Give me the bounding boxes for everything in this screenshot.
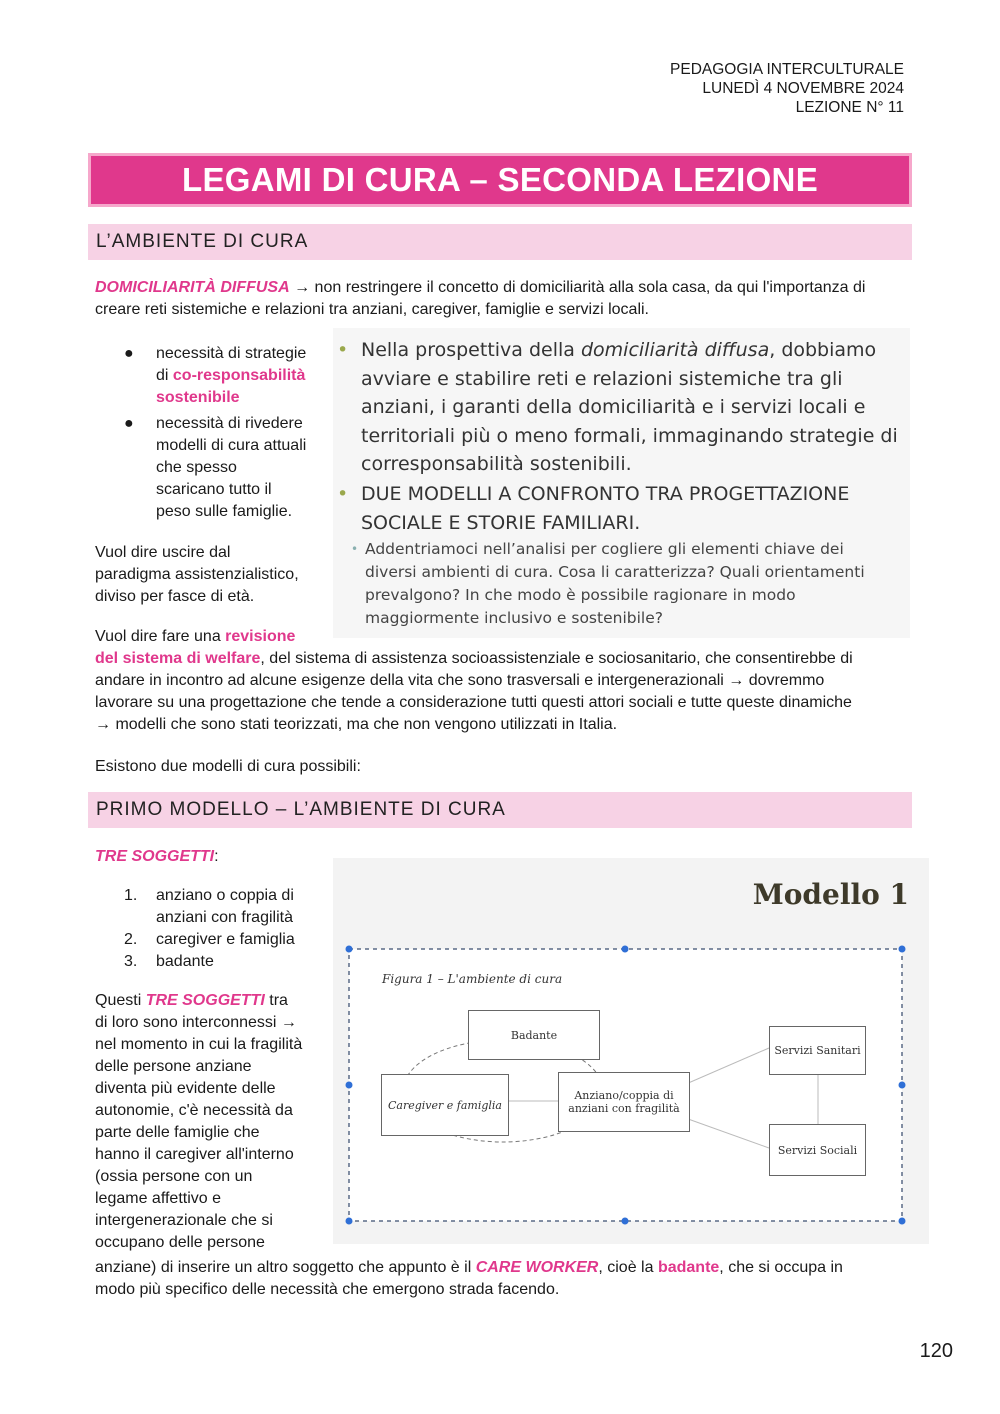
- text-line: lavorare su una progettazione che tende a considerazione tutti questi attori sociali e tutte queste dinamiche: [95, 694, 852, 711]
- document-header: [670, 60, 904, 117]
- term-sostenibile: sostenibile: [156, 389, 240, 406]
- node-badante: Badante: [468, 1010, 600, 1060]
- page-number: 120: [919, 1340, 953, 1362]
- slide-text: , dobbiamo: [769, 339, 877, 361]
- intro-text: → non restringere il concetto di domiciliarità alla sola casa, da qui l'importanza di: [289, 279, 866, 296]
- node-servizi-sociali: Servizi Sociali: [769, 1124, 866, 1176]
- text-line: , che si occupa in: [719, 1259, 843, 1276]
- bullet-line: che spesso: [156, 459, 237, 476]
- term-badante: badante: [657, 1259, 720, 1276]
- bullet-line: scaricano tutto il: [156, 481, 272, 498]
- list-text: anziano o coppia di: [156, 887, 294, 904]
- slide-text: avviare e stabilire reti e relazioni sistemiche tra gli: [361, 367, 843, 390]
- term-domiciliarita: DOMICILIARITÀ DIFFUSA: [95, 279, 290, 296]
- course-name: PEDAGOGIA INTERCULTURALE: [670, 61, 904, 78]
- section-heading-primo-modello: [88, 792, 912, 828]
- slide-bullet-dot: •: [337, 339, 349, 361]
- figure-caption: Figura 1 – L'ambiente di cura: [382, 972, 563, 986]
- text-line: autonomie, c'è necessità da: [95, 1102, 293, 1119]
- slide-text: diversi ambienti di cura. Cosa li caratterizza? Quali orientamenti: [365, 563, 865, 581]
- slide-text: Addentriamoci nell’analisi per cogliere gli elementi chiave dei: [365, 540, 844, 558]
- list-number: 3.: [124, 953, 138, 970]
- slide-text: DUE MODELLI A CONFRONTO TRA PROGETTAZIONE: [361, 483, 850, 505]
- list-item: [120, 343, 320, 409]
- section-heading-ambiente: [88, 224, 912, 260]
- list-item: [120, 413, 320, 523]
- text-line: parte delle famiglie che: [95, 1124, 260, 1141]
- list-text: anziani con fragilità: [156, 909, 293, 926]
- bullet-line: peso sulle famiglie.: [156, 503, 293, 520]
- text-line: hanno il caregiver all'interno: [95, 1146, 294, 1163]
- text-line: , del sistema di assistenza socioassistenziale e sociosanitario, che consentirebbe di: [260, 650, 853, 667]
- text-line: → modelli che sono stati teorizzati, ma che non vengono utilizzati in Italia.: [95, 716, 618, 733]
- paragraph-soggetti: [95, 990, 325, 1254]
- slide-text: territoriali più o meno formali, immaginando strategie di: [361, 424, 898, 447]
- intro-text-2: creare reti sistemiche e relazioni tra anziani, caregiver, famiglie e servizi locali.: [95, 301, 649, 318]
- text-line: , cioè la: [598, 1259, 658, 1276]
- slide-image: [333, 328, 910, 638]
- bullet-dot: ●: [124, 345, 134, 362]
- list-number: 1.: [124, 887, 138, 904]
- term-care-worker: CARE WORKER: [475, 1259, 599, 1276]
- text-line: anziane) di inserire un altro soggetto che appunto è il: [95, 1259, 476, 1276]
- page-title: LEGAMI DI CURA – SECONDA LEZIONE: [181, 161, 819, 198]
- slide-sub-bullet-dot: •: [351, 542, 359, 556]
- bullet-dot: ●: [124, 415, 134, 432]
- text-line: diventa più evidente delle: [95, 1080, 276, 1097]
- term-coresponsabilita: co-responsabilità: [172, 367, 306, 384]
- bullet-line: necessità di rivedere: [156, 415, 303, 432]
- list-text: caregiver e famiglia: [156, 931, 295, 948]
- text-line: delle persone anziane: [95, 1058, 252, 1075]
- text-line: paradigma assistenzialistico,: [95, 566, 299, 583]
- node-anziano: Anziano/coppia di anziani con fragilità: [558, 1072, 690, 1132]
- text-line: tra: [264, 992, 288, 1009]
- slide-bullet-dot: •: [337, 483, 349, 505]
- text-line: Vuol dire uscire dal: [95, 544, 231, 561]
- slide-text: corresponsabilità sostenibili.: [361, 453, 632, 475]
- bullet-line: necessità di strategie: [156, 345, 307, 362]
- subjects-label: [95, 846, 219, 868]
- slide-bullet-1: [337, 336, 901, 479]
- slide-text: maggiormente inclusivo e sostenibile?: [365, 609, 663, 627]
- bullet-line: di: [156, 367, 173, 384]
- section-heading-text: PRIMO MODELLO – L’AMBIENTE DI CURA: [96, 799, 506, 820]
- text-line: intergenerazionale che si: [95, 1212, 273, 1229]
- model-1-figure: [333, 858, 929, 1244]
- colon: :: [214, 848, 219, 865]
- bullet-list: [120, 343, 320, 523]
- bullet-line: modelli di cura attuali: [156, 437, 307, 454]
- text-line: nel momento in cui la fragilità: [95, 1036, 303, 1053]
- text-line: modo più specifico delle necessità che emergono strada facendo.: [95, 1281, 560, 1298]
- slide-text: prevalgono? In che modo è possibile ragionare in modo: [365, 586, 796, 604]
- intro-paragraph: [95, 277, 915, 321]
- list-text: badante: [156, 953, 214, 970]
- slide-text: SOCIALE E STORIE FAMILIARI.: [361, 511, 641, 534]
- slide-italic: domiciliarità diffusa: [580, 339, 770, 361]
- list-number: 2.: [124, 931, 138, 948]
- text-line: occupano delle persone: [95, 1234, 265, 1251]
- term-tre-soggetti: TRE SOGGETTI: [145, 992, 265, 1009]
- text-line: di loro sono interconnessi →: [95, 1014, 297, 1031]
- lesson-date: LUNEDÌ 4 NOVEMBRE 2024: [702, 80, 904, 97]
- text-line: diviso per fasce di età.: [95, 588, 255, 605]
- text-line: Vuol dire fare una: [95, 628, 226, 645]
- text-line: Questi: [95, 992, 146, 1009]
- slide-bullet-2: [337, 480, 901, 537]
- paragraph-paradigma: [95, 542, 325, 608]
- text-line: andare in incontro ad alcune esigenze della vita che sono trasversali e intergenerazionali → dovremmo: [95, 672, 825, 689]
- lesson-number: LEZIONE N° 11: [795, 99, 904, 116]
- slide-sub-bullet: [351, 538, 905, 630]
- paragraph-modelli: Esistono due modelli di cura possibili:: [95, 758, 361, 775]
- text-line: legame affettivo e: [95, 1190, 222, 1207]
- list-item: [124, 885, 324, 929]
- paragraph-care-worker: [95, 1257, 915, 1301]
- slide-text: Nella prospettiva della: [361, 339, 581, 361]
- model-title: Modello 1: [752, 878, 909, 911]
- node-servizi-sanitari: Servizi Sanitari: [769, 1026, 866, 1075]
- title-banner: [88, 153, 912, 207]
- subjects-list: [124, 885, 324, 973]
- term-welfare: del sistema di welfare: [95, 650, 261, 667]
- node-caregiver: Caregiver e famiglia: [381, 1074, 509, 1136]
- term-tre-soggetti: TRE SOGGETTI: [95, 848, 215, 865]
- term-revisione: revisione: [225, 628, 296, 645]
- paragraph-welfare: [95, 626, 915, 736]
- list-item: [124, 951, 324, 973]
- list-item: [124, 929, 324, 951]
- text-line: (ossia persone con un: [95, 1168, 253, 1185]
- slide-text: anziani, i garanti della domiciliarità e i servizi locali e: [361, 396, 866, 418]
- section-heading-text: L’AMBIENTE DI CURA: [96, 231, 309, 252]
